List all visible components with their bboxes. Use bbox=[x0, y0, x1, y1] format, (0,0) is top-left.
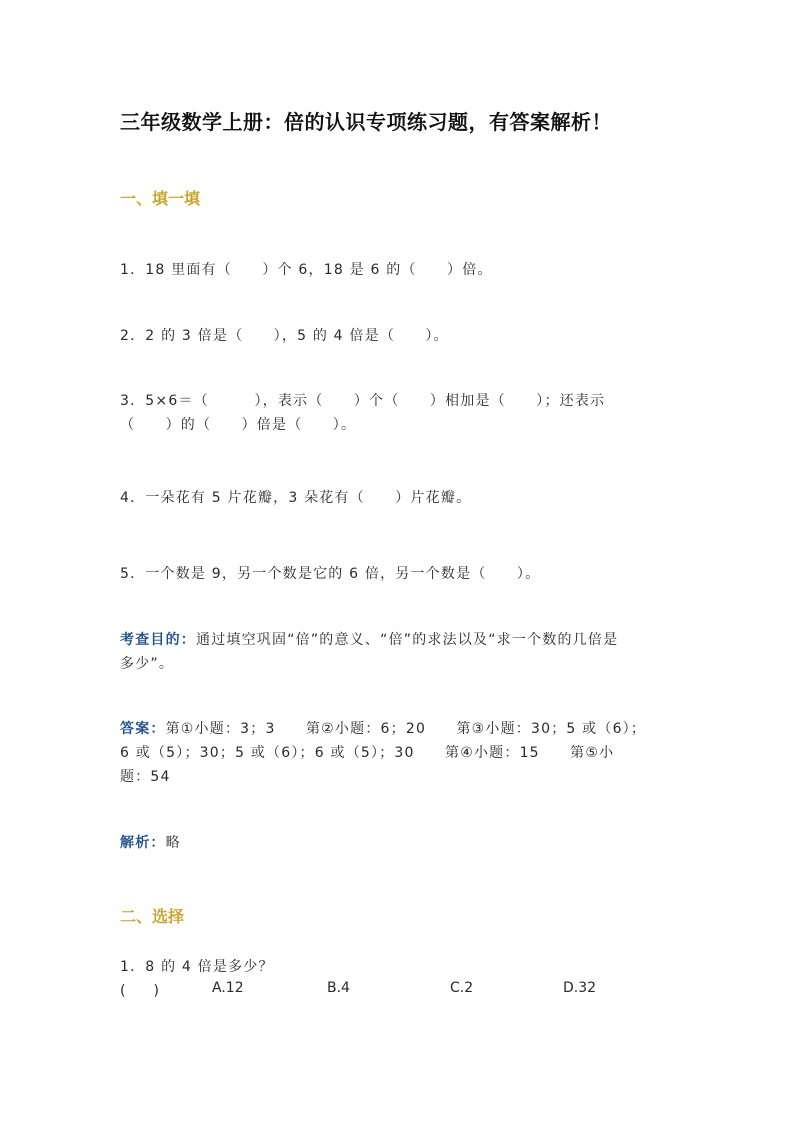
question-1: 1．18 里面有（ ）个 6，18 是 6 的（ ）倍。 bbox=[120, 262, 493, 278]
analysis-text: 略 bbox=[165, 835, 181, 851]
section-heading-fill: 一、填一填 bbox=[120, 189, 201, 208]
purpose-label: 考查目的： bbox=[120, 632, 196, 648]
purpose-text: 通过填空巩固“倍”的意义、“倍”的求法以及“求一个数的几倍是 bbox=[196, 632, 619, 648]
answer-line1 bbox=[120, 717, 646, 741]
question-4: 4．一朵花有 5 片花瓣，3 朵花有（ ）片花瓣。 bbox=[120, 490, 472, 506]
analysis-line bbox=[120, 831, 181, 855]
purpose-line2: 多少”。 bbox=[120, 656, 175, 672]
page-title: 三年级数学上册：倍的认识专项练习题，有答案解析！ bbox=[120, 110, 612, 134]
choice-question-1: 1．8 的 4 倍是多少？ bbox=[120, 959, 274, 975]
answer-line3: 题：54 bbox=[120, 769, 171, 785]
option-a: A.12 bbox=[212, 980, 244, 996]
analysis-label: 解析： bbox=[120, 835, 166, 851]
choice-options-row bbox=[120, 980, 680, 1000]
answer-label: 答案： bbox=[120, 721, 166, 737]
question-3-line1: 3．5×6＝（ ），表示（ ）个（ ）相加是（ ）；还表示 bbox=[120, 393, 606, 409]
answer-line2: 6 或（5）；30；5 或（6）；6 或（5）；30 第④小题：15 第⑤小 bbox=[120, 745, 615, 761]
option-b: B.4 bbox=[327, 980, 350, 996]
question-2: 2．2 的 3 倍是（ ），5 的 4 倍是（ ）。 bbox=[120, 328, 449, 344]
question-5: 5．一个数是 9，另一个数是它的 6 倍，另一个数是（ ）。 bbox=[120, 566, 541, 582]
purpose-line1 bbox=[120, 628, 618, 652]
question-3-line2: （ ）的（ ）倍是（ ）。 bbox=[120, 417, 357, 433]
section-heading-choice: 二、选择 bbox=[120, 907, 185, 926]
answer-blank: ( ) bbox=[120, 983, 159, 999]
answer-text: 第①小题：3；3 第②小题：6；20 第③小题：30；5 或（6）； bbox=[165, 721, 647, 737]
option-c: C.2 bbox=[450, 980, 474, 996]
option-d: D.32 bbox=[563, 980, 597, 996]
